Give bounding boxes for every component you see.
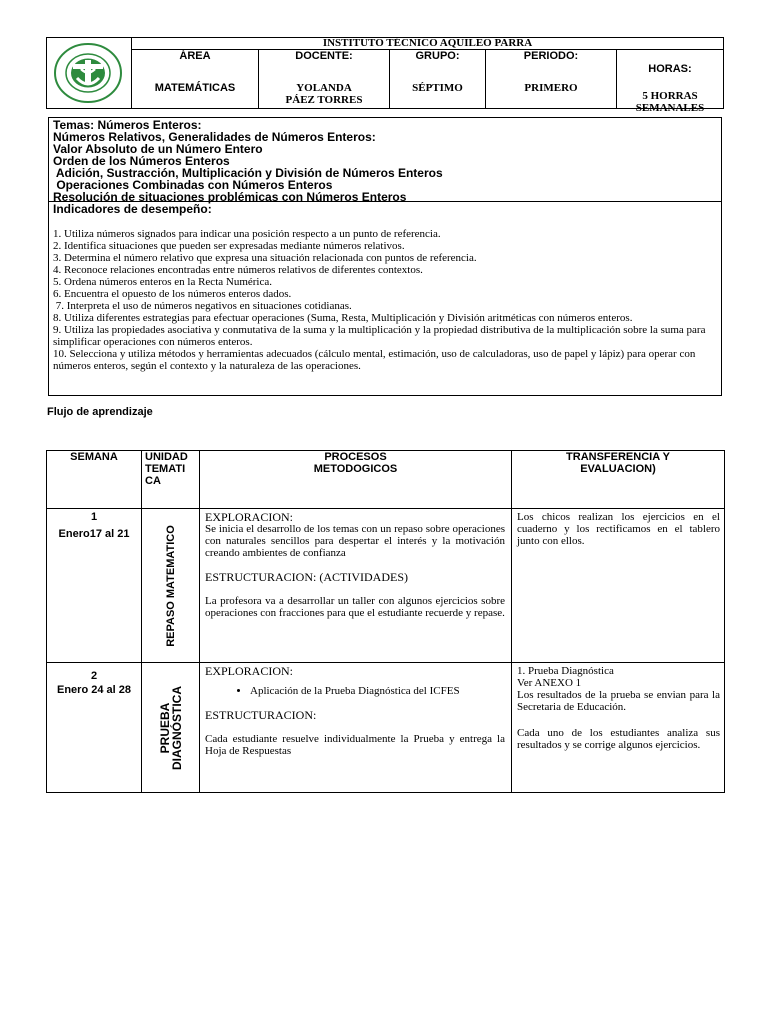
week-dates: Enero17 al 21 bbox=[58, 528, 130, 540]
estructuracion-heading: ESTRUCTURACION: bbox=[205, 708, 317, 722]
estructuracion-heading: ESTRUCTURACION: (ACTIVIDADES) bbox=[205, 570, 408, 584]
indicators-list bbox=[53, 228, 717, 372]
transfer-line: 1. Prueba Diagnóstica bbox=[517, 665, 614, 677]
topic-item: Resolución de situaciones problémicas con Números Enteros bbox=[53, 190, 407, 204]
indicator-item: 1. Utiliza números signados para indicar una posición respecto a un punto de referencia. bbox=[53, 228, 441, 240]
learning-flow-table bbox=[46, 450, 725, 793]
area-column bbox=[132, 50, 259, 108]
period-column bbox=[486, 50, 617, 108]
exploracion-heading: EXPLORACION: bbox=[205, 664, 294, 678]
hours-label: HORAS: bbox=[648, 63, 692, 75]
indicator-item: 7. Interpreta el uso de números negativos en situaciones cotidianas. bbox=[53, 300, 352, 312]
indicator-item: 2. Identifica situaciones que pueden ser expresadas mediante números relativos. bbox=[53, 240, 405, 252]
header-procesos bbox=[200, 451, 512, 509]
transfer-cell bbox=[512, 509, 725, 663]
transfer-text: Cada uno de los estudiantes analiza sus resultados y se corrige algunos ejercicios. bbox=[517, 727, 720, 751]
exploracion-text: Se inicia el desarrollo de los temas con un repaso sobre operaciones con naturales sencillos para despertar el interés y la motivación creando ambientes de confianza bbox=[205, 523, 505, 559]
unit-cell bbox=[142, 509, 200, 663]
unit-label-line2: DIAGNÓSTICA bbox=[169, 685, 184, 770]
unit-label: REPASO MATEMATICO bbox=[164, 524, 177, 647]
table-row bbox=[47, 663, 725, 793]
bullet-item: • Aplicación de la Prueba Diagnóstica del ICFES bbox=[250, 685, 505, 697]
transfer-text: Los chicos realizan los ejercicios en el cuaderno y los rectificamos en el tablero junto con ellos. bbox=[517, 511, 720, 547]
period-label: PERIODO: bbox=[523, 50, 579, 62]
indicator-item: 3. Determina el número relativo que expresa una situación relacionada con puntos de referencia. bbox=[53, 252, 477, 264]
week-cell bbox=[47, 663, 142, 793]
unit-label-line1: PRUEBA bbox=[157, 702, 172, 753]
period-value: PRIMERO bbox=[524, 82, 578, 94]
group-value: SÉPTIMO bbox=[412, 82, 463, 94]
topics-title: Temas: Números Enteros: bbox=[53, 118, 202, 132]
week-dates: Enero 24 al 28 bbox=[57, 684, 131, 696]
institution-title: INSTITUTO TÉCNICO AQUILEO PARRA bbox=[132, 38, 723, 50]
topics-box bbox=[48, 117, 722, 396]
hours-value: 5 HORRAS SEMANALES bbox=[635, 90, 705, 114]
topics-section bbox=[49, 118, 721, 202]
bullet-list bbox=[205, 685, 505, 697]
school-logo-icon bbox=[53, 42, 123, 104]
teacher-column bbox=[259, 50, 390, 108]
week-number: 1 bbox=[90, 511, 98, 523]
transfer-cell bbox=[512, 663, 725, 793]
teacher-value: YOLANDA PÁEZ TORRES bbox=[285, 82, 363, 106]
week-number: 2 bbox=[90, 670, 98, 682]
unit-cell bbox=[142, 663, 200, 793]
indicator-item: 5. Ordena números enteros en la Recta Numérica. bbox=[53, 276, 272, 288]
topic-item: Adición, Sustracción, Multiplicación y División de Números Enteros bbox=[53, 166, 443, 180]
header-procesos-line2: METODOGICOS bbox=[313, 463, 398, 475]
group-column bbox=[390, 50, 486, 108]
area-value: MATEMÁTICAS bbox=[154, 82, 236, 94]
topic-item: Números Relativos, Generalidades de Números Enteros: bbox=[53, 130, 376, 144]
table-header-row bbox=[47, 451, 725, 509]
area-label: ÁREA bbox=[179, 50, 211, 62]
flujo-title: Flujo de aprendizaje bbox=[47, 406, 153, 418]
header-transfer-line2: EVALUACION) bbox=[580, 463, 656, 475]
transfer-text: Los resultados de la prueba se envian para la Secretaria de Educación. bbox=[517, 689, 720, 713]
indicator-item: 8. Utiliza diferentes estrategias para efectuar operaciones (Suma, Resta, Multiplicación y División aritméticas con números enteros. bbox=[53, 312, 633, 324]
indicator-item: 10. Selecciona y utiliza métodos y herramientas adecuados (cálculo mental, estimación, uso de calculadoras, uso de papel y lápiz) para operar con números enteros, según el contexto y la naturaleza de las operaciones. bbox=[53, 348, 696, 372]
topic-item: Operaciones Combinadas con Números Enteros bbox=[53, 178, 333, 192]
exploracion-heading: EXPLORACION: bbox=[205, 510, 294, 524]
logo-cell bbox=[47, 38, 132, 108]
topic-item: Valor Absoluto de un Número Entero bbox=[53, 142, 263, 156]
indicators-title: Indicadores de desempeño: bbox=[53, 202, 212, 216]
transfer-line: Ver ANEXO 1 bbox=[517, 677, 582, 689]
topic-item: Orden de los Números Enteros bbox=[53, 154, 230, 168]
header-transferencia bbox=[512, 451, 725, 509]
header-semana: SEMANA bbox=[47, 451, 142, 509]
estructuracion-text: Cada estudiante resuelve individualmente la Prueba y entrega la Hoja de Respuestas bbox=[205, 733, 505, 757]
header-unidad bbox=[142, 451, 200, 509]
week-cell bbox=[47, 509, 142, 663]
header-table bbox=[46, 37, 724, 114]
header-unidad-text: UNIDAD TEMATI CA bbox=[145, 451, 188, 487]
teacher-label: DOCENTE: bbox=[295, 50, 353, 62]
hours-column bbox=[617, 50, 723, 114]
header-transfer-line1: TRANSFERENCIA Y bbox=[566, 451, 670, 463]
header-procesos-line1: PROCESOS bbox=[324, 451, 387, 463]
estructuracion-text: La profesora va a desarrollar un taller con algunos ejercicios sobre operaciones con fracciones para que el estudiante recuerde y repase. bbox=[205, 595, 505, 619]
process-cell bbox=[200, 663, 512, 793]
indicator-item: 6. Encuentra el opuesto de los números enteros dados. bbox=[53, 288, 292, 300]
indicator-item: 4. Reconoce relaciones encontradas entre números relativos de diferentes contextos. bbox=[53, 264, 423, 276]
group-label: GRUPO: bbox=[415, 50, 460, 62]
unit-label bbox=[159, 686, 183, 770]
indicator-item: 9. Utiliza las propiedades asociativa y conmutativa de la suma y la multiplicación y la propiedad distributiva de la multiplicación sobre la suma para simplificar operaciones con números enteros. bbox=[53, 324, 706, 348]
process-cell bbox=[200, 509, 512, 663]
table-row bbox=[47, 509, 725, 663]
